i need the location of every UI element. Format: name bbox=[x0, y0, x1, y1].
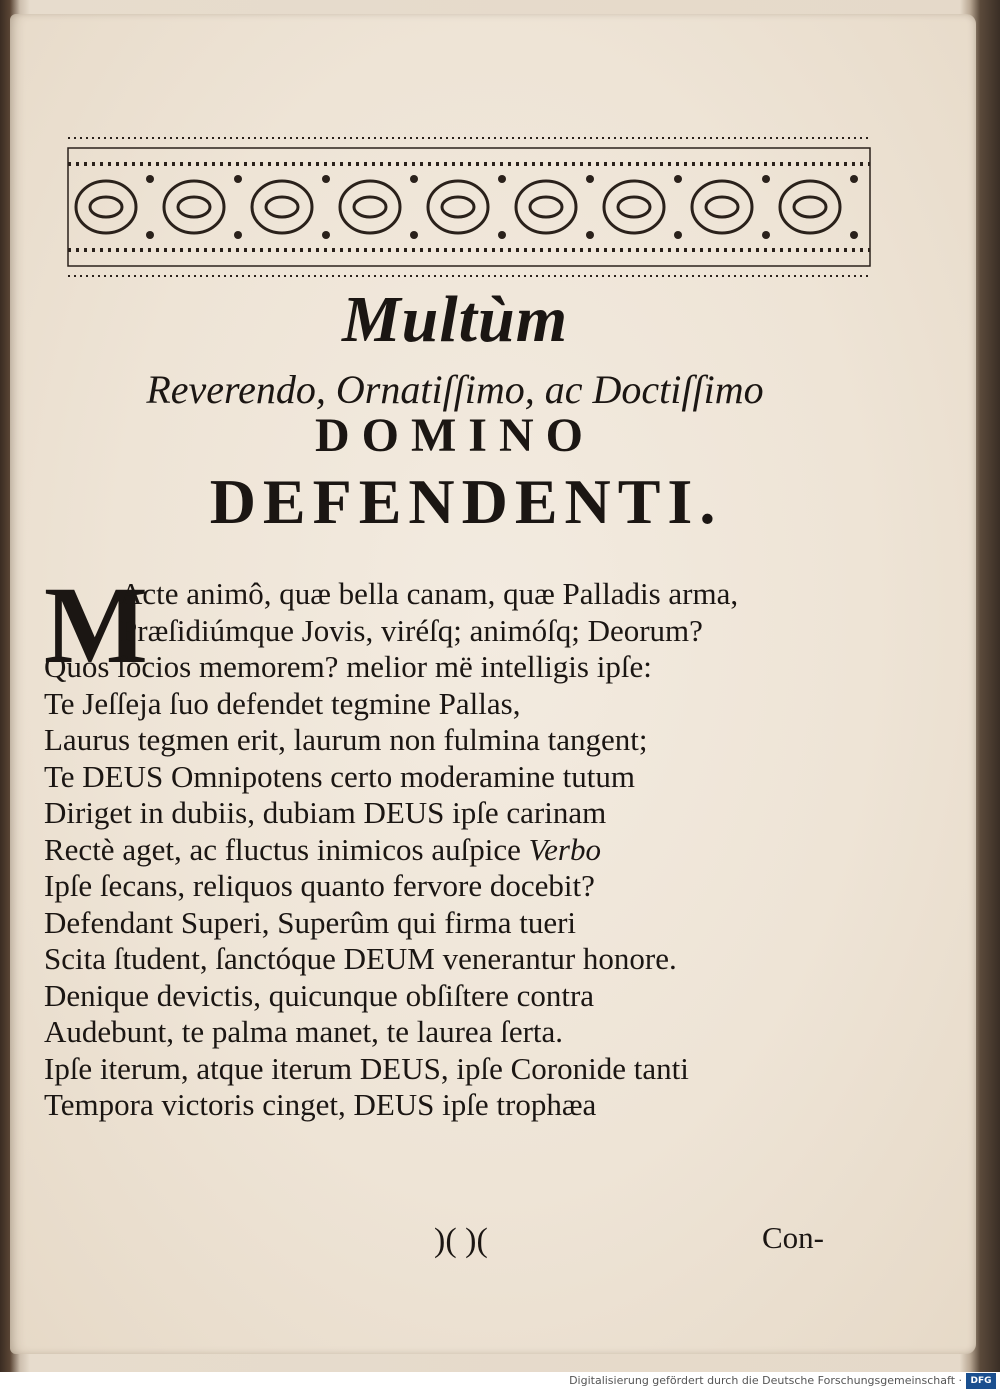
verse-line: Quos ſocios memorem? melior më intelligis ipſe: bbox=[44, 649, 652, 684]
italic-word: Verbo bbox=[528, 831, 601, 867]
verse-line: Scita ſtudent, ſanctóque DEUM venerantur honore. bbox=[44, 941, 677, 976]
verse-line: Laurus tegmen erit, laurum non fulmina tangent; bbox=[44, 722, 648, 757]
signature-mark: )( )( bbox=[434, 1222, 488, 1259]
verse-line: Audebunt, te palma manet, te laurea ſerta. bbox=[44, 1014, 564, 1049]
verse-line: Præſidiúmque Jovis, viréſq; animóſq; Deorum? bbox=[120, 612, 703, 648]
verse-line: Ipſe iterum, atque iterum DEUS, ipſe Coronide tanti bbox=[44, 1050, 689, 1086]
title-multum: Multùm bbox=[341, 283, 569, 356]
dfg-logo-icon[interactable]: DFG bbox=[966, 1373, 996, 1389]
title-reverendo: Reverendo, Ornatiſſimo, ac Doctiſſimo bbox=[146, 367, 764, 412]
poem-verse bbox=[44, 576, 844, 1124]
verse-line: Defendant Superi, Superûm qui firma tueri bbox=[44, 904, 577, 940]
verse-line: Diriget in dubiis, dubiam DEUS ipſe carinam bbox=[44, 795, 607, 830]
verse-line: Tempora victoris cinget, DEUS ipſe trophæa bbox=[44, 1087, 597, 1122]
verse-line-text: Rectè aget, ac fluctus inimicos auſpice bbox=[44, 831, 521, 867]
catchword: Con- bbox=[762, 1220, 824, 1255]
footer-bar bbox=[0, 1372, 1000, 1391]
verse-line: Te Jeſſeja ſuo defendet tegmine Pallas, bbox=[44, 685, 521, 721]
drop-cap-initial: M bbox=[44, 564, 148, 686]
ornamental-border-icon bbox=[66, 134, 872, 280]
verse-line: Ipſe ſecans, reliquos quanto fervore docebit? bbox=[44, 868, 595, 903]
verse-line bbox=[44, 832, 844, 869]
verse-line: Acte animô, quæ bella canam, quæ Palladis arma, bbox=[120, 576, 739, 611]
verse-line: Te DEUS Omnipotens certo moderamine tutum bbox=[44, 758, 636, 794]
title-domino: DOMINO bbox=[315, 409, 595, 462]
verse-line: Denique devictis, quicunque obſiſtere contra bbox=[44, 977, 595, 1013]
footer-credit: Digitalisierung gefördert durch die Deutsche Forschungsgemeinschaft · bbox=[569, 1374, 962, 1387]
title-defendenti: DEFENDENTI. bbox=[209, 466, 723, 537]
